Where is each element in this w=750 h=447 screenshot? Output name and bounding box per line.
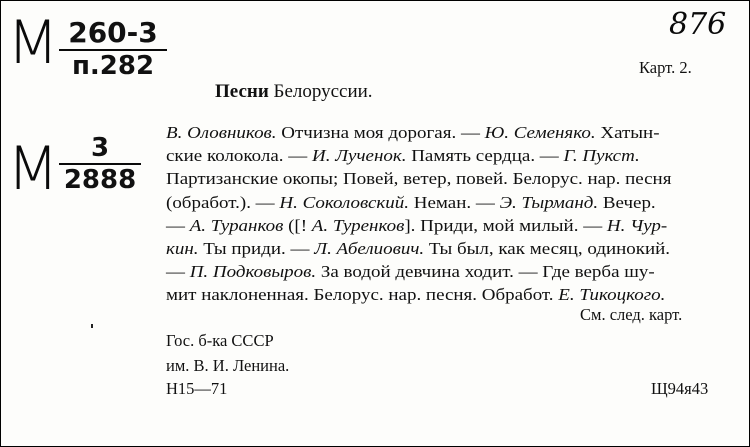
- library-line-2: им. В. И. Ленина.: [166, 356, 290, 375]
- body-line: [166, 287, 665, 304]
- card-label: Карт. 2.: [639, 58, 692, 77]
- handwritten-fraction-mid: [59, 135, 141, 193]
- handwritten-numerator-mid: 3: [90, 133, 110, 163]
- body-text: Ты приди. —: [198, 239, 315, 258]
- handwritten-card-number: 876: [669, 7, 727, 42]
- body-text: Хатын-: [595, 123, 660, 142]
- author-name: Н. Чур-: [606, 215, 668, 235]
- body-line: [166, 215, 668, 235]
- catalog-code-right: Щ94я43: [651, 379, 709, 398]
- handwritten-denominator-top: п.282: [71, 51, 155, 81]
- author-name: Э. Тырманд.: [499, 192, 599, 212]
- body-text: Вечер.: [598, 192, 656, 212]
- author-name: В. Оловников.: [166, 123, 277, 142]
- handwritten-denominator-mid: 2888: [63, 165, 137, 195]
- stray-mark: [91, 324, 93, 328]
- body-line: [166, 171, 671, 188]
- body-line: [166, 148, 640, 165]
- body-line: [166, 241, 670, 258]
- author-name: П. Подковыров.: [189, 262, 317, 282]
- author-name: Л. Абелиович.: [314, 239, 425, 258]
- author-name: Ю. Семеняко.: [484, 123, 596, 142]
- handwritten-fraction-top: [59, 16, 167, 81]
- library-line-1: Гос. б-ка СССР: [166, 331, 274, 350]
- body-text: Партизанские окопы; Повей, ветер, повей. Белорус. нар. песня: [166, 169, 672, 189]
- handwritten-numerator-top: 260-3: [68, 16, 158, 49]
- card-title: [215, 81, 373, 103]
- body-text: ([!: [283, 215, 312, 235]
- author-name: Е. Тикоцкого.: [558, 285, 666, 305]
- next-card-note: См. след. карт.: [580, 305, 683, 324]
- body-text: Отчизна моя дорогая. —: [276, 123, 485, 142]
- body-text: Ты был, как месяц, одинокий.: [424, 239, 671, 258]
- catalog-code-left: Н15—71: [166, 379, 228, 398]
- body-text: мит наклоненная. Белорус. нар. песня. Обработ.: [166, 285, 559, 305]
- author-name: А. Туренков: [311, 215, 405, 235]
- title-rest: Белоруссии.: [273, 81, 373, 102]
- body-text: За водой девчина ходит. — Где верба шу-: [316, 262, 655, 282]
- body-line: [166, 125, 660, 142]
- author-name: Г. Пукст.: [563, 146, 640, 166]
- author-name: И. Лученок.: [312, 146, 407, 166]
- author-name: кин.: [166, 239, 199, 258]
- body-text: —: [166, 215, 190, 235]
- body-line: [166, 264, 655, 281]
- body-text: Память сердца. —: [406, 146, 564, 166]
- body-text: ские колокола. —: [166, 146, 313, 166]
- author-name: А. Туранков: [189, 215, 284, 235]
- body-text: ]. Приди, мой милый. —: [404, 215, 607, 235]
- body-text: Неман. —: [409, 192, 500, 212]
- title-bold: Песни: [215, 81, 269, 102]
- handwritten-letter-top: M: [7, 8, 57, 78]
- handwritten-letter-mid: M: [7, 134, 57, 204]
- author-name: Н. Соколовский.: [279, 192, 410, 212]
- body-text: (обработ.). —: [166, 192, 280, 212]
- body-text: —: [166, 262, 190, 282]
- body-line: [166, 192, 656, 212]
